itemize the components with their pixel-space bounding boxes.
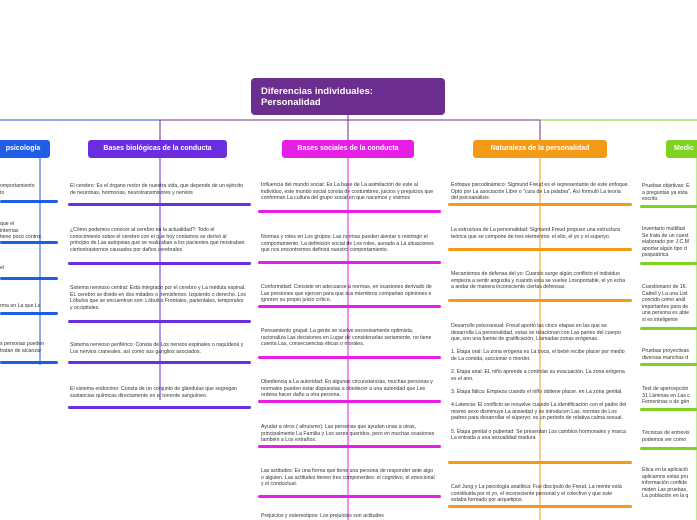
note-underline (640, 408, 697, 411)
note-underline (640, 262, 697, 265)
note-underline (448, 299, 632, 302)
note-normas-roles[interactable]: Normas y roles en Los grupos: Las normas pueden alentar o restringir el comportamiento. La definición social de Los roles, aunado a La situaciones que nos encontremos definirá nuestro comportamiento. (261, 234, 434, 254)
category-naturaleza[interactable] (473, 140, 607, 158)
note-underline (640, 205, 697, 208)
note-underline (258, 261, 441, 264)
note-underline (0, 277, 58, 280)
note-underline (640, 447, 697, 450)
note-prejuicios[interactable]: Prejuicios y estereotipos: Los prejuicios son actitudes (261, 513, 384, 519)
note[interactable]: el (0, 265, 5, 271)
note-enfoque-psicodinamico[interactable]: Enfoque psicodinámico: Sigmund Freud es el representante de este enfoque. Optó por La asociación Libre o "cura de La palabra". Así formuló La teoría del psicoanálisis. (451, 182, 629, 202)
note-endocrino[interactable]: El sistema endocrino: Consta de un conjunto de glándulas que segregan sustancias químicas directamente en el torrente sanguíneo. (70, 386, 237, 399)
note-carl-jung[interactable]: Carl Jung y La psicología analítica: Fue discípulo de Freud. La mente está constituida por el yo, el inconsciente personal y el colectivo y que este estaba formado por arquetipos. (451, 484, 622, 504)
note[interactable]: Test de apercepción 31 Láminas en Las c Femeninas o de gén (642, 386, 690, 406)
note-underline (448, 505, 632, 508)
note-underline (258, 400, 441, 403)
note-underline (448, 461, 632, 464)
note-conformidad[interactable]: Conformidad: Consiste en adecuarse a normas, en ocasiones derivado de Las presiones que ejercen para que sus miembros compartan opiniones e ignoren su propio juicio crítico. (261, 284, 432, 304)
note-underline (68, 320, 251, 323)
note-desarrollo-psicosexual[interactable]: Desarrollo psicosexual: Freud aportó las cinco etapas en las que se desarrolla La personalidad, estas se relacionan con Las partes del cuerpo que, son una fuente de gratificación, Llamadas zonas erógenas. 1. Etapa oral: La zona erógena es La boca, el bebé recibe placer por medio de La comida, succionar o morder. 2. Etapa anal: EL niño aprende a controlar su evacuación. La zona erógena es el ano. 3. Etapa fálica: Empieza cuando el niño obtiene placer. en La zona genital. 4.Latencia: El conflicto se resuelve cuando La identificación con el padre del mismo sexo disminuye La ansiedad y se introducen Las. normas de Los padres para desarrollar el súperyo; es un periodo de relativa calma sexual. 5. Etapa genital o pubertad: Se presentan Los cambios hormonales y marca La entrada a una sexualidad madura (451, 323, 627, 442)
root-topic[interactable] (251, 78, 445, 115)
note-estructura[interactable]: La estructura de La personalidad: Sigmund Freud propuso una estructura teórica que se compone de tres elementos: el ello, el yo y el superyo. (451, 227, 620, 240)
note-underline (448, 248, 632, 251)
note-underline (258, 445, 441, 448)
note-underline (640, 327, 697, 330)
note[interactable]: Técnicas de entrevis podemos ver como (642, 430, 690, 443)
note-snc[interactable]: Sistema nervioso central: Está integrado por el cerebro y La médula espinal. EL cerebro se divide en dos mitades o hemisferios: Izquierdo o derecho. Los Lóbulos que se encuentran son: Lóbulos Frontales, parientales, temporales y occipitales. (70, 285, 246, 311)
note[interactable]: que el internas tiene poco control. (0, 221, 43, 241)
category-label: psicología (5, 145, 41, 152)
note-influencia[interactable]: Influencia del mundo social: Es La base de La asimilación de este al individuo, este mundo social consta de costumbres, juicios y prejuicios que conforman La cultura del grupo social en que nacemos y vivimos (261, 182, 434, 202)
note-underline (0, 200, 58, 203)
note-conocer-cerebro[interactable]: ¿Cómo podemos conocer al cerebro en la actualidad?: Todo el conocimiento sobre el cerebro con el que hoy contamos se derivó al principio de Las autopsias que se realizaban a los pacientes que mostraban ciertostrastornos causados por daños cerebrales (70, 227, 245, 253)
note[interactable]: Pruebas objetivas: E a preguntas ya esta escrito. (642, 183, 690, 203)
note-underline (68, 406, 251, 409)
note-underline (0, 361, 58, 364)
note-underline (258, 305, 441, 308)
note-obediencia[interactable]: Obediencia a La autoridad: En algunas circunstancias, muchas personas y normales pueden estar dispuestas a obedecer a una autoridad que Les ordena hacer daño a otra persona. (261, 379, 433, 399)
note-underline (68, 262, 251, 265)
note[interactable]: Ética en la aplicació aplicamos estas pru información confide miden Las pruebas, La población en la q (642, 467, 689, 500)
category-label: Medic (674, 145, 694, 152)
note-pensamiento-grupal[interactable]: Pensamiento grupal: La gente se vuelve excesivamente optimista, racionaliza Las decisiones en Lugar de considerarlas seriamente, no tiene cuenta Las, consecuencias éticas o morales. (261, 328, 432, 348)
note-altruismo[interactable]: Ayudar a otros ( altruismo): Las personas que ayudan unas a otras, principalmente La Familia y Los seres queridos, pero en muchas ocasiones también a Los extraños. (261, 424, 435, 444)
category-label: Bases sociales de la conducta (297, 145, 399, 152)
category-psicologia[interactable] (0, 140, 50, 158)
note-underline (258, 356, 441, 359)
category-bases-sociales[interactable] (282, 140, 414, 158)
root-title: Diferencias individuales: Personalidad (261, 86, 373, 108)
note[interactable]: s personas pueden tratan de alcanzar (0, 341, 45, 354)
note-underline (68, 203, 251, 206)
category-medicion[interactable] (666, 140, 697, 158)
note-underline (258, 210, 441, 213)
note-underline (0, 312, 58, 315)
note[interactable]: omportamiento to (0, 183, 35, 196)
note[interactable]: Pruebas proyectivas diversas manchas d (642, 348, 689, 361)
note-cerebro[interactable]: El cerebro: Es el órgano rector de nuestra vida, que depende de un ejército de neuronas, hormonas, neurotransmisores y nervios (70, 183, 244, 196)
category-bases-biologicas[interactable] (88, 140, 227, 158)
note-underline (258, 495, 441, 498)
note-actitudes[interactable]: Las actitudes: Es una forma que tiene una persona de responder ante algo o alguien. Las actitudes tienen tres componentes: el cognitivo, el emocional y el conductual. (261, 468, 435, 488)
note-underline (448, 203, 632, 206)
note-snp[interactable]: Sistema nervioso periférico: Consta de Los nervios espinales o raquídeos y Los nervios craneales, así como sus ganglios asociados. (70, 342, 244, 355)
note-underline (0, 241, 58, 244)
category-label: Naturaleza de la personalidad (490, 145, 590, 152)
note[interactable]: rma en La que La (0, 303, 41, 309)
note[interactable]: Inventario multifasi Se trata de un cuest elaborado por J.C.M aportar algún tipo d psiquiátrica (642, 226, 689, 259)
note-underline (640, 363, 697, 366)
note[interactable]: Cuestionario de 16. Cattell y La una List concido como anál importantes para de una persona es abie si es inteligente (642, 284, 690, 323)
note-underline (68, 361, 251, 364)
note-mecanismos[interactable]: Mecanismos de defensa del yo: Cuando surge algún conflicto el individuo empieza a sentir angustia y cuando esta se vuelve Lnsoportable, el yo echa a andar de manera inconsciente ciertas defensas. (451, 271, 626, 291)
category-label: Bases biológicas de la conducta (103, 145, 212, 152)
